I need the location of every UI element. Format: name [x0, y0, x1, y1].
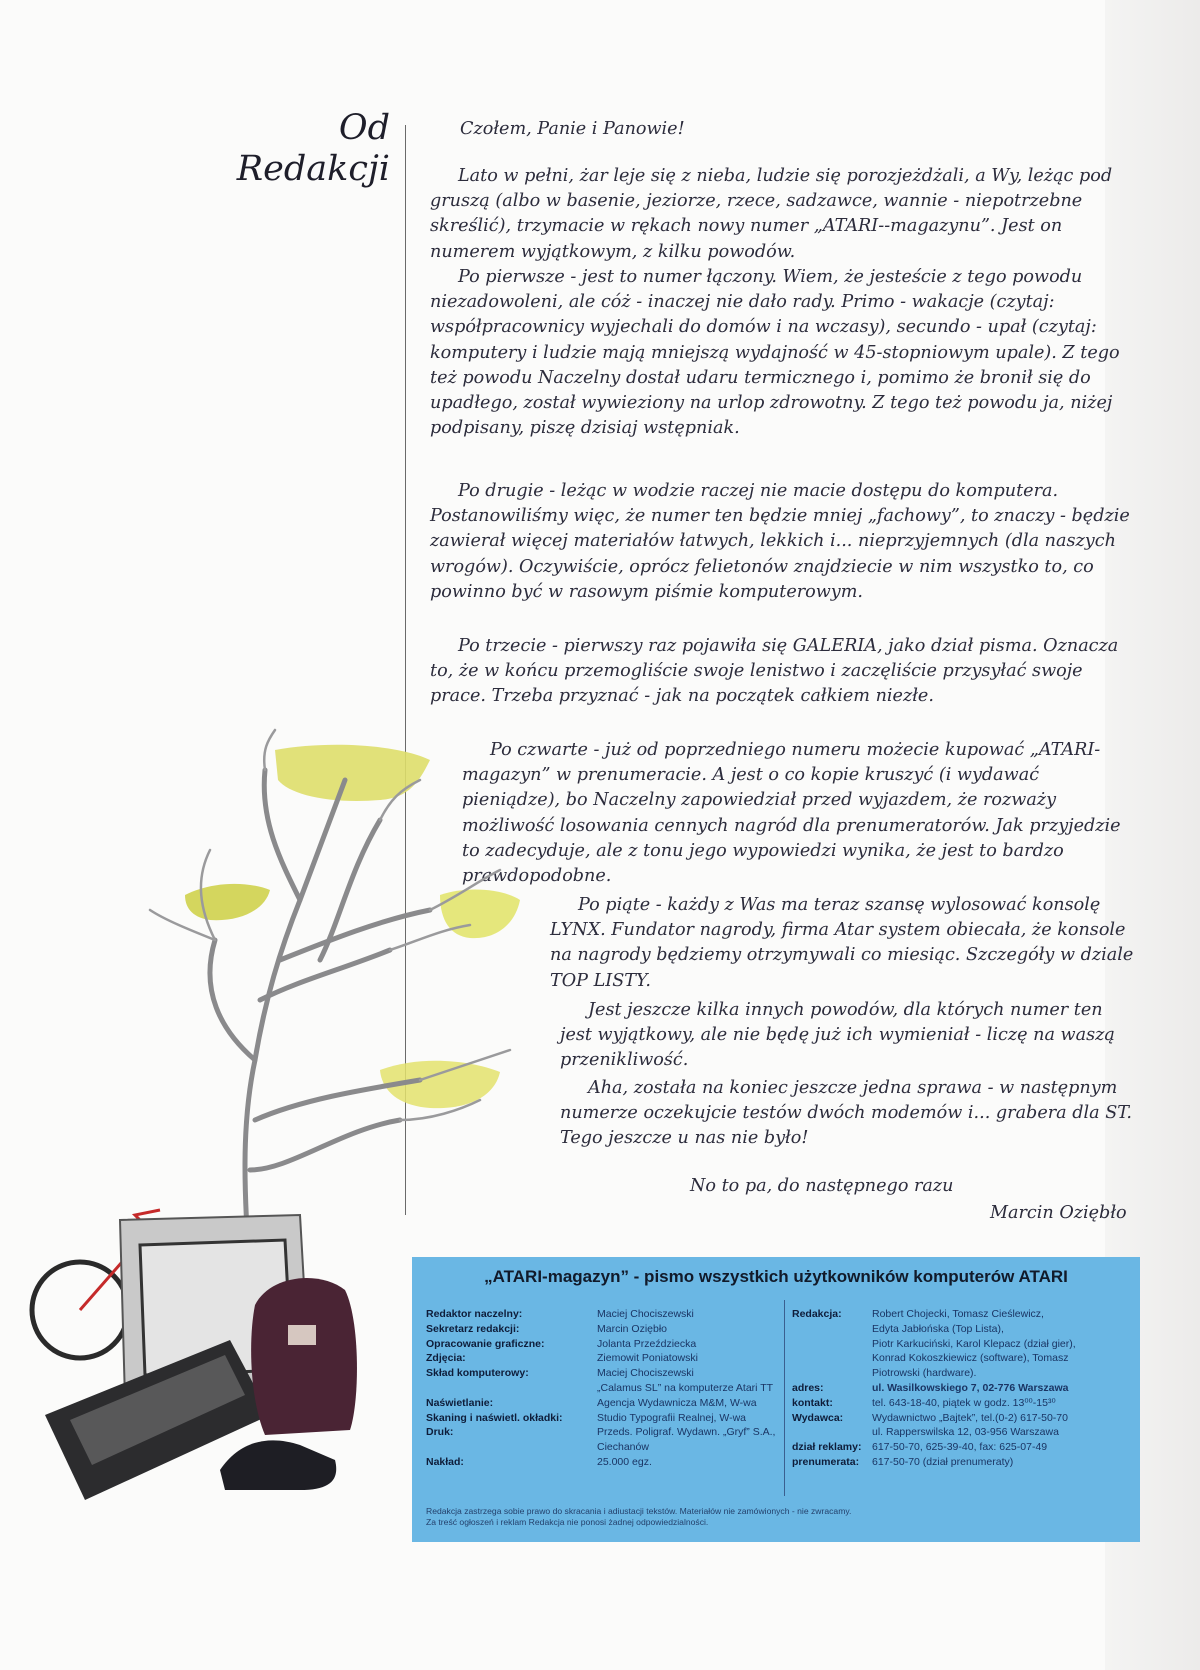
letter-paragraph: Po czwarte - już od poprzedniego numeru możecie kupować „ATARI-magazyn” w prenumeracie. A jest o co kopie kruszyć (i wydawać pieniądze), bo Naczelny zapowiedział przed wyjazdem, że rozważy możliwość losowania cennych nagród dla prenumeratorów. Jak przyjedzie to zadecyduje, ale z tonu jego wypowiedzi wynika, że jest to bardzo prawdopodobne.	[462, 740, 1121, 887]
info-label: Redakcja:	[792, 1308, 842, 1320]
info-value: tel. 643-18-40, piątek w godz. 13⁰⁰-15³⁰	[872, 1396, 1056, 1409]
infobox-divider	[784, 1300, 785, 1496]
masthead-infobox	[412, 1257, 1140, 1542]
info-label: Sekretarz redakcji:	[426, 1322, 520, 1335]
footer-line: Za treść ogłoszeń i reklam Redakcja nie ponosi żadnej odpowiedzialności.	[426, 1517, 709, 1527]
footer-line: Redakcja zastrzega sobie prawo do skracania i adiustacji tekstów. Materiałów nie zamówionych - nie zwracamy.	[426, 1506, 852, 1516]
info-value: Piotrowski (hardware).	[872, 1367, 977, 1380]
backpack	[251, 1278, 357, 1435]
info-value: 617-50-70, 625-39-40, fax: 625-07-49	[872, 1441, 1048, 1454]
info-label: Redaktor naczelny:	[426, 1308, 523, 1320]
info-label: Wydawca:	[792, 1411, 844, 1424]
letter-paragraph: Aha, została na koniec jeszcze jedna sprawa - w następnym numerze oczekujcie testów dwóch modemów i... grabera dla ST. Tego jeszcze u nas nie było!	[560, 1078, 1132, 1149]
info-label: Druk:	[426, 1426, 454, 1439]
info-value: Wydawnictwo „Bajtek”, tel.(0-2) 617-50-70	[872, 1411, 1068, 1424]
info-label	[792, 1337, 867, 1352]
info-value: ul. Rapperswilska 12, 03-956 Warszawa	[872, 1426, 1059, 1439]
letter-paragraph: Po drugie - leżąc w wodzie raczej nie macie dostępu do komputera. Postanowiliśmy więc, że numer ten będzie mniej „fachowy”, to znaczy - będzie zawierał więcej materiałów łatwych, lekkich i... nieprzyjemnych (dla naszych wrogów). Oczywiście, oprócz felietonów znajdziecie w nim wszystko to, co powinno być w rasowym piśmie komputerowym.	[430, 481, 1130, 602]
info-label: Nakład:	[426, 1455, 464, 1468]
info-value: Marcin Oziębło	[597, 1322, 668, 1335]
info-value: Ziemowit Poniatowski	[597, 1352, 698, 1365]
info-value: Edyta Jabłońska (Top Lista),	[872, 1322, 1004, 1335]
info-value: 25.000 egz.	[597, 1455, 652, 1468]
letter-paragraph: Jest jeszcze kilka innych powodów, dla których numer ten jest wyjątkowy, ale nie będę już ich wymieniał - liczę na waszą przenikliwość.	[560, 1000, 1115, 1071]
letter-paragraph: Lato w pełni, żar leje się z nieba, ludzie się porozjeżdżali, a Wy, leżąc pod gruszą (albo w basenie, jeziorze, rzece, sadzawce, wannie - niepotrzebne skreślić), trzymacie w rękach nowy numer „ATARI--magazynu”. Jest on numerem wyjątkowym, z kilku powodów.	[430, 166, 1113, 262]
info-value: „Calamus SL” na komputerze Atari TT	[597, 1381, 774, 1394]
sneaker	[220, 1440, 336, 1490]
info-label	[426, 1440, 591, 1455]
letter-signature: Marcin Oziębło	[990, 1203, 1127, 1223]
leaf-shape	[185, 884, 270, 920]
right-labels	[792, 1307, 867, 1470]
info-value: Maciej Chociszewski	[597, 1308, 694, 1320]
left-values	[597, 1307, 782, 1470]
section-title	[210, 108, 390, 190]
info-value: Konrad Kokoszkiewicz (software), Tomasz	[872, 1352, 1069, 1365]
info-label: kontakt:	[792, 1396, 833, 1409]
infobox-footer	[426, 1506, 1126, 1528]
info-value: Piotr Karkuciński, Karol Klepacz (dział gier),	[872, 1337, 1076, 1350]
left-labels	[426, 1307, 591, 1470]
letter-closing: No to pa, do następnego razu	[690, 1176, 954, 1196]
info-label: dział reklamy:	[792, 1441, 862, 1454]
right-values	[872, 1307, 1132, 1470]
info-label: prenumerata:	[792, 1455, 860, 1468]
info-label: Opracowanie graficzne:	[426, 1337, 545, 1350]
info-label: Naświetlanie:	[426, 1396, 494, 1409]
info-label	[792, 1366, 867, 1381]
info-label	[426, 1381, 591, 1396]
info-label: Skład komputerowy:	[426, 1367, 529, 1380]
info-label: Zdjęcia:	[426, 1352, 466, 1365]
leaf-shape	[275, 745, 430, 801]
info-label: Skaning i naświetl. okładki:	[426, 1411, 563, 1424]
section-title-line1: Od	[338, 108, 390, 148]
letter-paragraph: Po trzecie - pierwszy raz pojawiła się GALERIA, jako dział pisma. Oznacza to, że w końcu przemogliście swoje lenistwo i zaczęliście przysyłać swoje prace. Trzeba przyznać - jak na początek całkiem niezłe.	[430, 636, 1119, 707]
info-label	[792, 1322, 867, 1337]
info-value: Robert Chojecki, Tomasz Cieślewicz,	[872, 1308, 1044, 1320]
info-label	[792, 1425, 867, 1440]
letter-paragraph: Po piąte - każdy z Was ma teraz szansę wylosować konsolę LYNX. Fundator nagrody, firma Atar system obiecała, że konsole na nagrody będziemy otrzymywali co miesiąc. Szczegóły w dziale TOP LISTY.	[550, 895, 1134, 991]
info-value: 617-50-70 (dział prenumeraty)	[872, 1455, 1014, 1468]
info-value: Ciechanów	[597, 1441, 649, 1454]
infobox-header: „ATARI-magazyn” - pismo wszystkich użytkowników komputerów ATARI	[484, 1267, 1068, 1286]
letter-paragraph: Po pierwsze - jest to numer łączony. Wiem, że jesteście z tego powodu niezadowoleni, ale cóż - inaczej nie dało rady. Primo - wakacje (czytaj: współpracownicy wyjechali do domów i na wczasy), secundo - upał (czytaj: komputery i ludzie mają mniejszą wydajność w 45-stopniowym upale). Z tego też powodu Naczelny dostał udaru termicznego i, pomimo że bronił się do upadłego, został wywieziony na urlop zdrowotny. Z tego też powodu ja, niżej podpisany, piszę dzisiaj wstępniak.	[430, 267, 1120, 439]
info-value: Agencja Wydawnicza M&M, W-wa	[597, 1396, 757, 1409]
info-value: ul. Wasilkowskiego 7, 02-776 Warszawa	[872, 1381, 1069, 1394]
info-value: Przeds. Poligraf. Wydawn. „Gryf” S.A.,	[597, 1426, 776, 1439]
info-label	[792, 1351, 867, 1366]
info-value: Jolanta Przeździecka	[597, 1337, 697, 1350]
info-value: Maciej Chociszewski	[597, 1367, 694, 1380]
info-label: adres:	[792, 1381, 824, 1394]
letter-greeting: Czołem, Panie i Panowie!	[460, 119, 685, 139]
info-value: Studio Typografii Realnej, W-wa	[597, 1411, 747, 1424]
section-title-line2: Redakcji	[236, 149, 390, 189]
